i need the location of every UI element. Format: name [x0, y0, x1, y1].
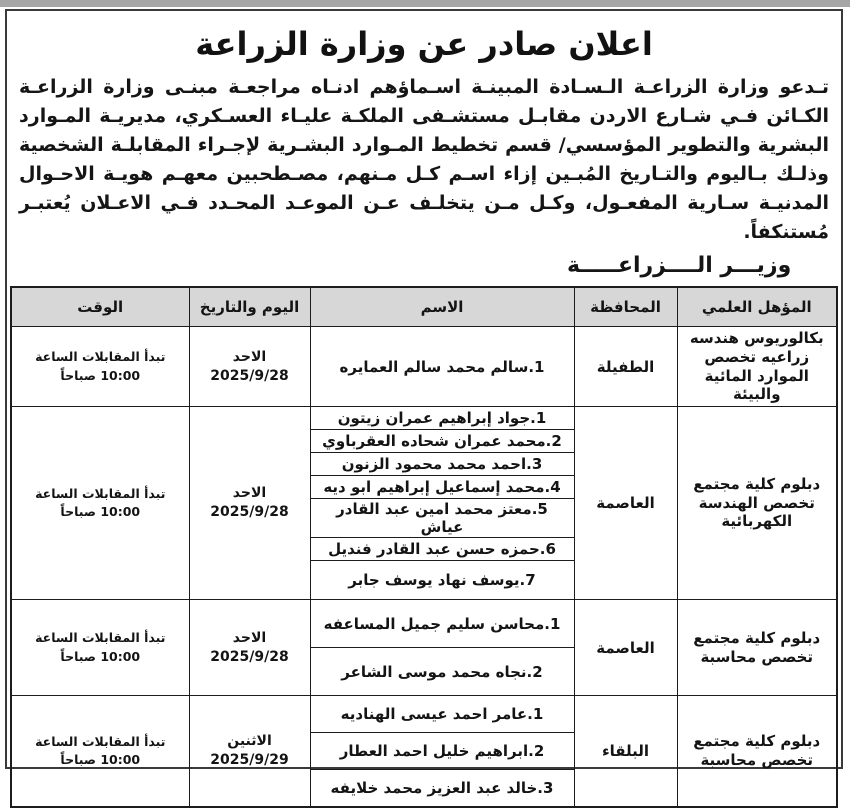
table-row [11, 600, 837, 648]
day-label: الاحد [232, 348, 267, 365]
governorate-cell: البلقاء [574, 696, 677, 808]
governorate-cell: العاصمة [574, 407, 677, 600]
name-cell: 1.محاسن سليم جميل المساعفه [310, 600, 574, 648]
column-header-time: الوقت [11, 287, 189, 327]
announcement-body: تـدعو وزارة الزراعـة الـسـادة المبينـة اسـماؤهم ادنـاه مراجعـة مبنـى وزارة الزراعـة الكـائن فـي شـارع الاردن مقابـل مستشـفى الملكـة عليـاء العسـكري، مديريـة المـوارد البشرية والتطوير المؤسسي/ قسم تخطيط المـوارد البشـرية لإجـراء المقابلـة الشخصية وذلـك بـاليوم والتـاريخ المُبـين إزاء اسـم كـل مـنهم، مصـطحبين معهـم هويـة الاحـوال المدنيـة سـارية المفعـول، وكـل مـن يتخلـف عـن الموعـد المحـدد فـي الاعـلان يُعتبـر مُستنكفاً. [19, 76, 829, 243]
day-label: الاحد [232, 485, 267, 502]
qualification-cell: بكالوريوس هندسه زراعيه تخصص الموارد المائية والبيئة [677, 327, 837, 407]
name-cell: 3.خالد عبد العزيز محمد خلايفه [310, 770, 574, 808]
time-cell: تبدأ المقابلات الساعة 10:00 صباحاً [11, 407, 189, 600]
name-cell: 1.عامر احمد عيسى الهناديه [310, 696, 574, 733]
time-cell: تبدأ المقابلات الساعة 10:00 صباحاً [11, 696, 189, 808]
day-date-cell [189, 696, 310, 808]
announcement-page [5, 9, 843, 797]
name-cell: 4.محمد إسماعيل إبراهيم ابو ديه [310, 476, 574, 499]
day-date-cell [189, 327, 310, 407]
table-row [11, 407, 837, 430]
date-label: 2025/9/28 [210, 648, 289, 665]
qualification-cell: دبلوم كلية مجتمع تخصص محاسبة [677, 696, 837, 808]
table-row [11, 696, 837, 733]
minister-signature: وزيـــر الــــزراعـــــة [567, 253, 792, 278]
day-label: الاثنين [227, 733, 272, 750]
date-label: 2025/9/28 [210, 367, 289, 384]
column-header-name: الاسم [310, 287, 574, 327]
name-cell: 6.حمزه حسن عبد القادر فنديل [310, 538, 574, 561]
name-cell: 2.ابراهيم خليل احمد العطار [310, 733, 574, 770]
day-date-cell [189, 407, 310, 600]
governorate-cell: الطفيلة [574, 327, 677, 407]
name-cell: 1.جواد إبراهيم عمران زيتون [310, 407, 574, 430]
table-header-row [11, 287, 837, 327]
column-header-day-date: اليوم والتاريخ [189, 287, 310, 327]
page-title: اعلان صادر عن وزارة الزراعة [195, 25, 653, 63]
date-label: 2025/9/28 [210, 504, 289, 520]
governorate-cell: العاصمة [574, 600, 677, 696]
day-date-cell [189, 600, 310, 696]
table-row [11, 327, 837, 407]
schedule-table [10, 286, 838, 808]
date-label: 2025/9/29 [210, 752, 289, 768]
column-header-governorate: المحافظة [574, 287, 677, 327]
name-cell: 2.محمد عمران شحاده العقرباوي [310, 430, 574, 453]
qualification-cell: دبلوم كلية مجتمع تخصص محاسبة [677, 600, 837, 696]
column-header-qualification: المؤهل العلمي [677, 287, 837, 327]
time-cell: تبدأ المقابلات الساعة 10:00 صباحاً [11, 600, 189, 696]
day-label: الاحد [232, 629, 267, 646]
name-cell: 7.يوسف نهاد يوسف جابر [310, 561, 574, 600]
name-cell: 2.نجاه محمد موسى الشاعر [310, 648, 574, 696]
time-cell: تبدأ المقابلات الساعة 10:00 صباحاً [11, 327, 189, 407]
name-cell: 3.احمد محمد محمود الزنون [310, 453, 574, 476]
qualification-cell: دبلوم كلية مجتمع تخصص الهندسة الكهربائية [677, 407, 837, 600]
name-cell: 1.سالم محمد سالم العمايره [310, 327, 574, 407]
scan-edge-strip [0, 0, 850, 7]
name-cell: 5.معتز محمد امين عبد القادر عياش [310, 499, 574, 538]
